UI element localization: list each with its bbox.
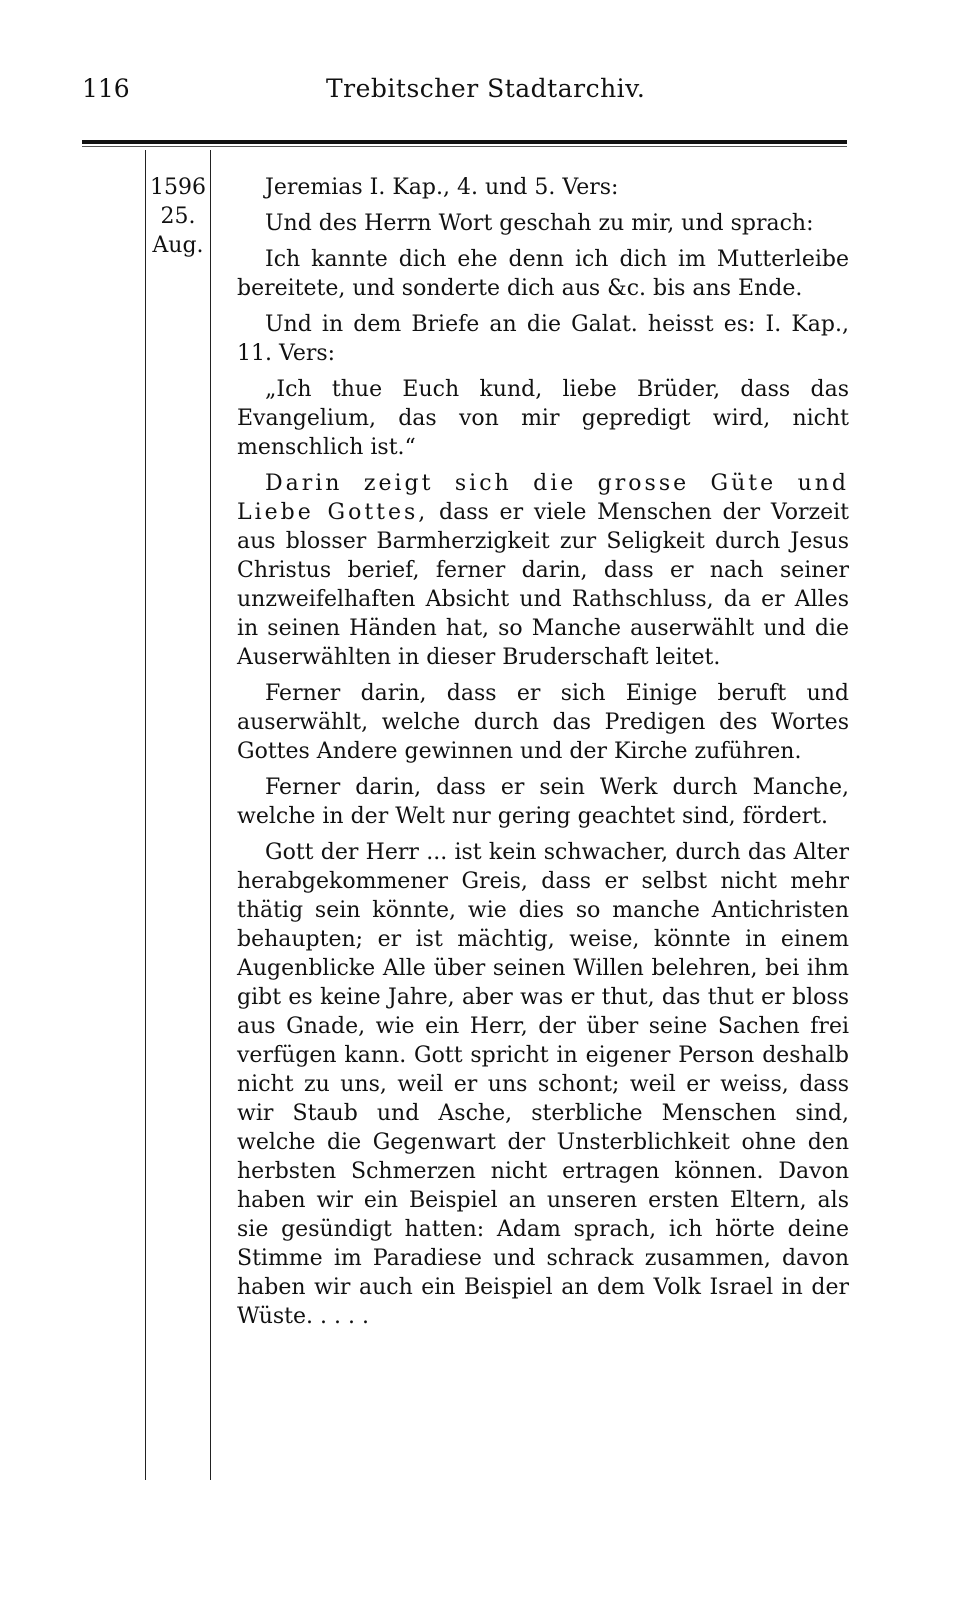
margin-column-right-line bbox=[210, 150, 211, 1480]
margin-date bbox=[146, 173, 210, 260]
paragraph: Gott der Herr ... ist kein schwacher, durch das Alter herabgekommener Greis, dass er selbst nicht mehr thätig sein könnte, wie dies so manche Antichristen behaupten; er ist mächtig, weise, könnte in einem Augenblicke Alle über seinen Willen belehren, bei ihm gibt es keine Jahre, aber was er thut, das thut er bloss aus Gnade, wie ein Herr, der über seine Sachen frei verfügen kann. Gott spricht in eigener Person deshalb nicht zu uns, weil er uns schont; weil er weiss, dass wir Staub und Asche, sterbliche Menschen sind, welche die Gegenwart der Unsterblichkeit ohne den herbsten Schmerzen nicht ertragen können. Davon haben wir ein Beispiel an unseren ersten Eltern, als sie gesündigt hatten: Adam sprach, ich hörte deine Stimme im Paradiese und schrack zusammen, davon haben wir auch ein Beispiel an dem Volk Israel in der Wüste. . . . . bbox=[237, 840, 849, 1329]
emphasized-text: Darin zeigt sich die grosse Güte und Liebe Gottes, bbox=[237, 471, 849, 525]
page-header bbox=[0, 74, 960, 114]
paragraph: Ferner darin, dass er sein Werk durch Manche, welche in der Welt nur gering geachtet sind, fördert. bbox=[237, 775, 849, 829]
paragraph: Ich kannte dich ehe denn ich dich im Mutterleibe bereitete, und sonderte dich aus &c. bis ans Ende. bbox=[237, 247, 849, 301]
margin-column-left-line bbox=[145, 150, 146, 1480]
paragraph-quote: „Ich thue Euch kund, liebe Brüder, dass das Evangelium, das von mir gepredigt wird, nicht menschlich ist.“ bbox=[237, 377, 849, 460]
margin-date-year: 1596 bbox=[150, 175, 206, 200]
body-text bbox=[237, 173, 849, 1338]
header-rule bbox=[82, 140, 847, 144]
paragraph: Jeremias I. Kap., 4. und 5. Vers: bbox=[265, 175, 619, 200]
paragraph: Und des Herrn Wort geschah zu mir, und sprach: bbox=[265, 211, 814, 236]
page-number: 116 bbox=[82, 74, 130, 103]
paragraph: Und in dem Briefe an die Galat. heisst es: I. Kap., 11. Vers: bbox=[237, 312, 849, 366]
running-title: Trebitscher Stadtarchiv. bbox=[326, 74, 646, 103]
margin-date-month: Aug. bbox=[152, 233, 204, 258]
paragraph: Ferner darin, dass er sich Einige beruft und auserwählt, welche durch das Predigen des Wortes Gottes Andere gewinnen und der Kirche zuführen. bbox=[237, 681, 849, 764]
margin-date-day: 25. bbox=[160, 204, 196, 229]
header-rule-thin bbox=[82, 146, 847, 147]
paragraph-text: dass er viele Menschen der Vorzeit aus blosser Barmherzigkeit zur Seligkeit durch Jesus Christus berief, ferner darin, dass er nach seiner unzweifelhaften Absicht und Rathschluss, da er Alles in seinen Händen hat, so Manche auserwählt und die Auserwählten in dieser Bruderschaft leitet. bbox=[237, 500, 849, 670]
paragraph bbox=[237, 469, 849, 672]
